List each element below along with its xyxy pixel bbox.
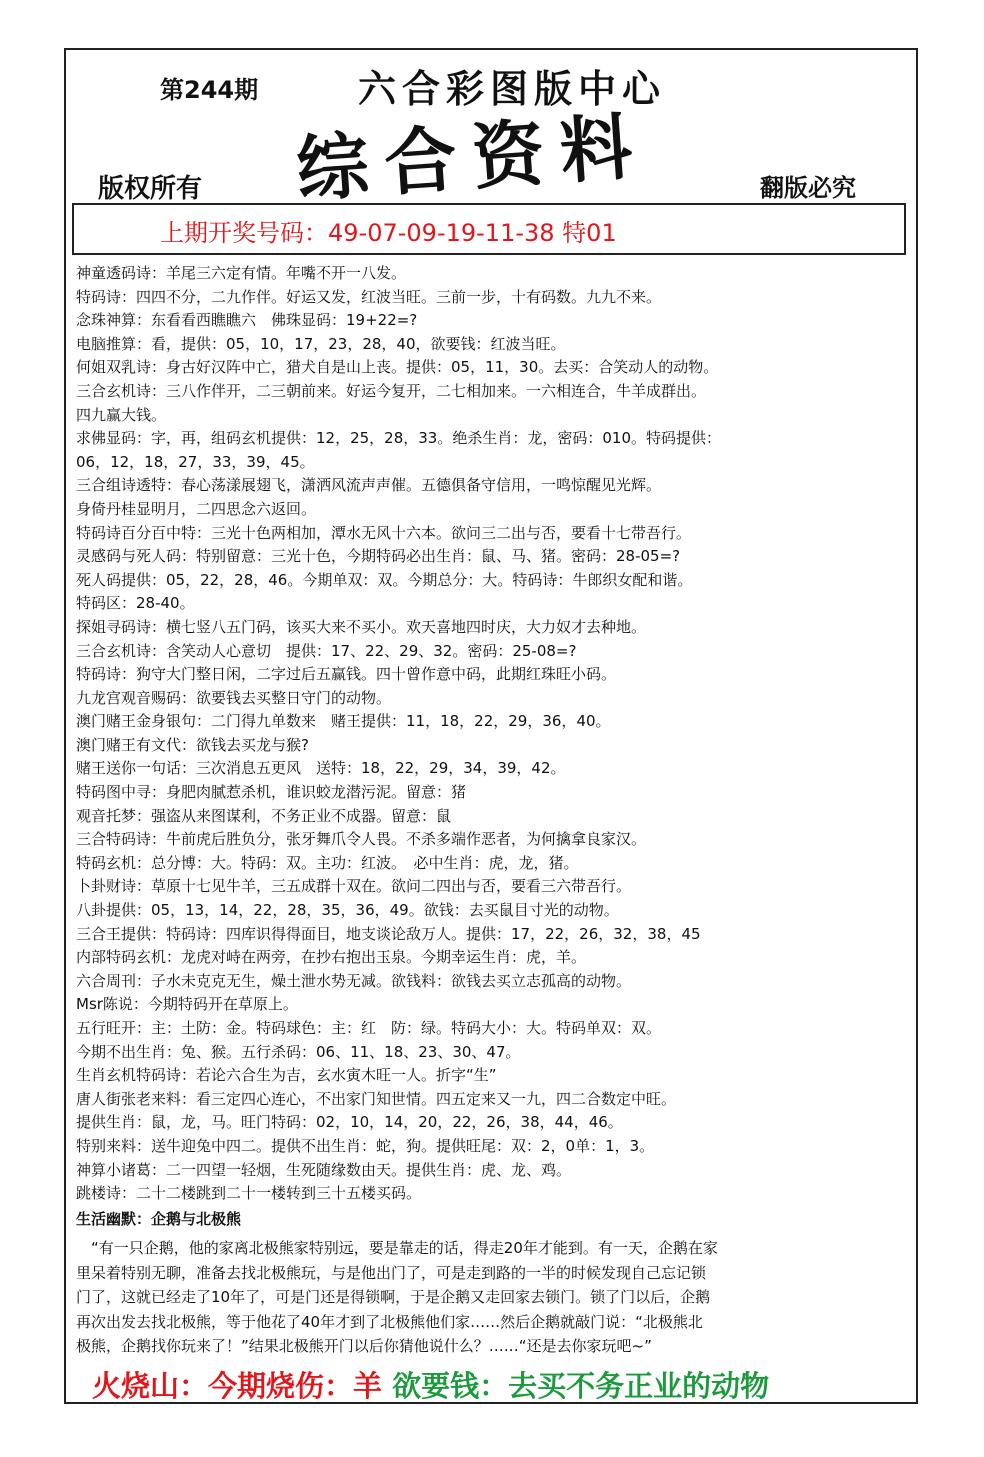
tips-list bbox=[76, 262, 906, 1206]
story-line: 极熊，企鹅找你玩来了！”结果北极熊开门以后你猜他说什么？……“还是去你家玩吧~” bbox=[76, 1337, 652, 1355]
story-line: 再次出发去找北极熊，等于他花了40年才到了北极熊他们家……然后企鹅就敲门说：“北极熊北 bbox=[76, 1312, 703, 1331]
tip-line: 内部特码玄机：龙虎对峙在两旁，在抄右抱出玉泉。今期幸运生肖：虎，羊。 bbox=[76, 948, 587, 967]
last-draw-numbers: 49-07-09-19-11-38 bbox=[328, 219, 555, 247]
tip-line: 何姐双乳诗：身古好汉阵中亡，猎犬自是山上丧。提供：05，11，30。去买：合笑动人的动物。 bbox=[76, 358, 719, 377]
tip-line: 提供生肖：鼠，龙，马。旺门特码：02，10，14，20，22，26，38，44，46。 bbox=[76, 1113, 623, 1132]
story-line: 里呆着特别无聊，准备去找北极熊玩，与是他出门了，可是走到路的一半的时候发现自己忘记锁 bbox=[76, 1263, 707, 1282]
tip-line: 八卦提供：05，13，14，22，28，35，36，49。欲钱：去买鼠目寸光的动物。 bbox=[76, 901, 619, 920]
tip-line: 特码区：28-40。 bbox=[76, 594, 195, 613]
tip-line: 今期不出生肖：兔、猴。五行杀码：06、11、18、23、30、47。 bbox=[76, 1042, 521, 1061]
main-title: 综合资料 bbox=[293, 102, 651, 213]
last-draw-text bbox=[160, 213, 617, 248]
tip-line: 特码图中寻：身肥肉腻惹杀机，谁识蛟龙潜污泥。留意：猪 bbox=[76, 783, 467, 802]
tip-line: 三合特码诗：牛前虎后胜负分，张牙舞爪令人畏。不杀多端作恶者，为何擒拿良家汉。 bbox=[76, 830, 647, 849]
tip-line: 三合玄机诗：三八作伴开，二三朝前来。好运今复开，二七相加来。一六相连合，牛羊成群出。 bbox=[76, 381, 707, 400]
tip-line: 生肖玄机特码诗：若论六合生为吉，玄水寅木旺一人。折字“生” bbox=[76, 1066, 497, 1085]
center-title: 六合彩图版中心 bbox=[358, 66, 667, 111]
tip-line: 身倚丹桂显明月，二四思念六返回。 bbox=[76, 499, 317, 518]
piracy-note: 翻版必究 bbox=[760, 173, 856, 202]
tip-line: 念珠神算：东看看西瞧瞧六 佛珠显码：19+22=? bbox=[76, 311, 418, 330]
footer-money-tip: 欲要钱：去买不务正业的动物 bbox=[392, 1369, 770, 1403]
tip-line: 特码诗：四四不分，二九作伴。好运又发，红波当旺。三前一步，十有码数。九九不来。 bbox=[76, 287, 662, 306]
tip-line: 神算小诸葛：二一四望一轻烟，生死随缘数由天。提供生肖：虎、龙、鸡。 bbox=[76, 1160, 572, 1179]
tip-line: 澳门赌王金身银句：二门得九单数来 赌王提供：11，18，22，29，36，40。 bbox=[76, 712, 611, 731]
tip-line: 特码玄机：总分博：大。特码：双。主功：红波。 必中生肖：虎，龙，猪。 bbox=[76, 853, 579, 872]
tip-line: 赌王送你一句话：三次消息五更风 送特：18，22，29，34，39，42。 bbox=[76, 759, 566, 778]
tip-line: 特码诗百分百中特：三光十色两相加，潭水无风十六本。欲问三二出与否，要看十七带吾行。 bbox=[76, 523, 692, 542]
tip-line: 三合组诗透特：春心荡漾展翅飞，潇洒风流声声催。五德俱备守信用，一鸣惊醒见光辉。 bbox=[76, 476, 662, 495]
issue-number: 第244期 bbox=[160, 76, 259, 104]
story-line: “有一只企鹅，他的家离北极熊家特别远，要是靠走的话，得走20年才能到。有一天，企鹅在家 bbox=[76, 1239, 718, 1257]
tip-line: 六合周刊：子水未克克无生，燥土泄水势无减。欲钱料：欲钱去买立志孤高的动物。 bbox=[76, 971, 632, 990]
tip-line: Msr陈说：今期特码开在草原上。 bbox=[76, 995, 298, 1014]
last-draw-label: 上期开奖号码： bbox=[160, 219, 328, 247]
tip-line: 澳门赌王有文代：欲钱去买龙与猴? bbox=[76, 735, 309, 754]
tip-line: 特码诗：狗守大门整日闲，二字过后五赢钱。四十曾作意中码，此期红珠旺小码。 bbox=[76, 665, 617, 684]
last-draw-box bbox=[72, 203, 906, 255]
story-body bbox=[76, 1236, 906, 1359]
tip-line: 卜卦财诗：草原十七见牛羊，三五成群十双在。欲问二四出与否，要看三六带吾行。 bbox=[76, 877, 632, 896]
footer-banner bbox=[92, 1364, 769, 1405]
tip-line: 观音托梦：强盗从来图谋利，不务正业不成器。留意：鼠 bbox=[76, 806, 452, 825]
tip-line: 五行旺开：主：土防：金。特码球色：主：红 防：绿。特码大小：大。特码单双：双。 bbox=[76, 1019, 662, 1037]
tip-line: 三合玄机诗：含笑动人心意切 提供：17、22、29、32。密码：25-08=? bbox=[76, 641, 577, 660]
tip-line: 唐人街张老来料：看三定四心连心，不出家门知世情。四五定来又一九，四二合数定中旺。 bbox=[76, 1089, 677, 1108]
tip-line: 电脑推算：看，提供：05，10，17，23，28，40，欲要钱：红波当旺。 bbox=[76, 334, 566, 353]
story-line: 门了，这就已经走了10年了，可是门还是得锁啊，于是企鹅又走回家去锁门。锁了门以后，企鹅 bbox=[76, 1288, 711, 1306]
tip-line: 死人码提供：05，22，28，46。今期单双：双。今期总分：大。特码诗：牛郎织女配和谐。 bbox=[76, 570, 693, 589]
tip-line: 灵感码与死人码：特别留意：三光十色，今期特码必出生肖：鼠、马、猪。密码：28-05=? bbox=[76, 547, 681, 566]
footer-fire-mountain: 火烧山：今期烧伤：羊 bbox=[92, 1369, 383, 1403]
tip-line: 四九赢大钱。 bbox=[76, 405, 167, 424]
tip-line: 九龙宫观音赐码：欲要钱去买整日守门的动物。 bbox=[76, 688, 392, 707]
tip-line: 特别来料：送牛迎兔中四二。提供不出生肖：蛇，狗。提供旺尾：双：2，0单：1，3。 bbox=[76, 1136, 655, 1155]
tip-line: 神童透码诗：羊尾三六定有情。年嘴不开一八发。 bbox=[76, 264, 407, 282]
last-draw-special: 特01 bbox=[562, 219, 617, 247]
tip-line: 三合王提供：特码诗：四库识得得面目，地支谈论敌万人。提供：17，22，26，32，38，45 bbox=[76, 924, 701, 943]
tip-line: 求佛显码：字，再，组码玄机提供：12，25，28，33。绝杀生肖：龙，密码：010。特码提供： bbox=[76, 429, 721, 448]
tip-line: 探姐寻码诗：横七竖八五门码，该买大来不买小。欢天喜地四时庆，大力奴才去种地。 bbox=[76, 617, 647, 636]
copyright-note: 版权所有 bbox=[98, 174, 203, 204]
tip-line: 06，12，18，27，33，39，45。 bbox=[76, 452, 315, 471]
tip-line: 跳楼诗：二十二楼跳到二十一楼转到三十五楼买码。 bbox=[76, 1184, 422, 1203]
story-title: 生活幽默：企鹅与北极熊 bbox=[76, 1210, 242, 1228]
